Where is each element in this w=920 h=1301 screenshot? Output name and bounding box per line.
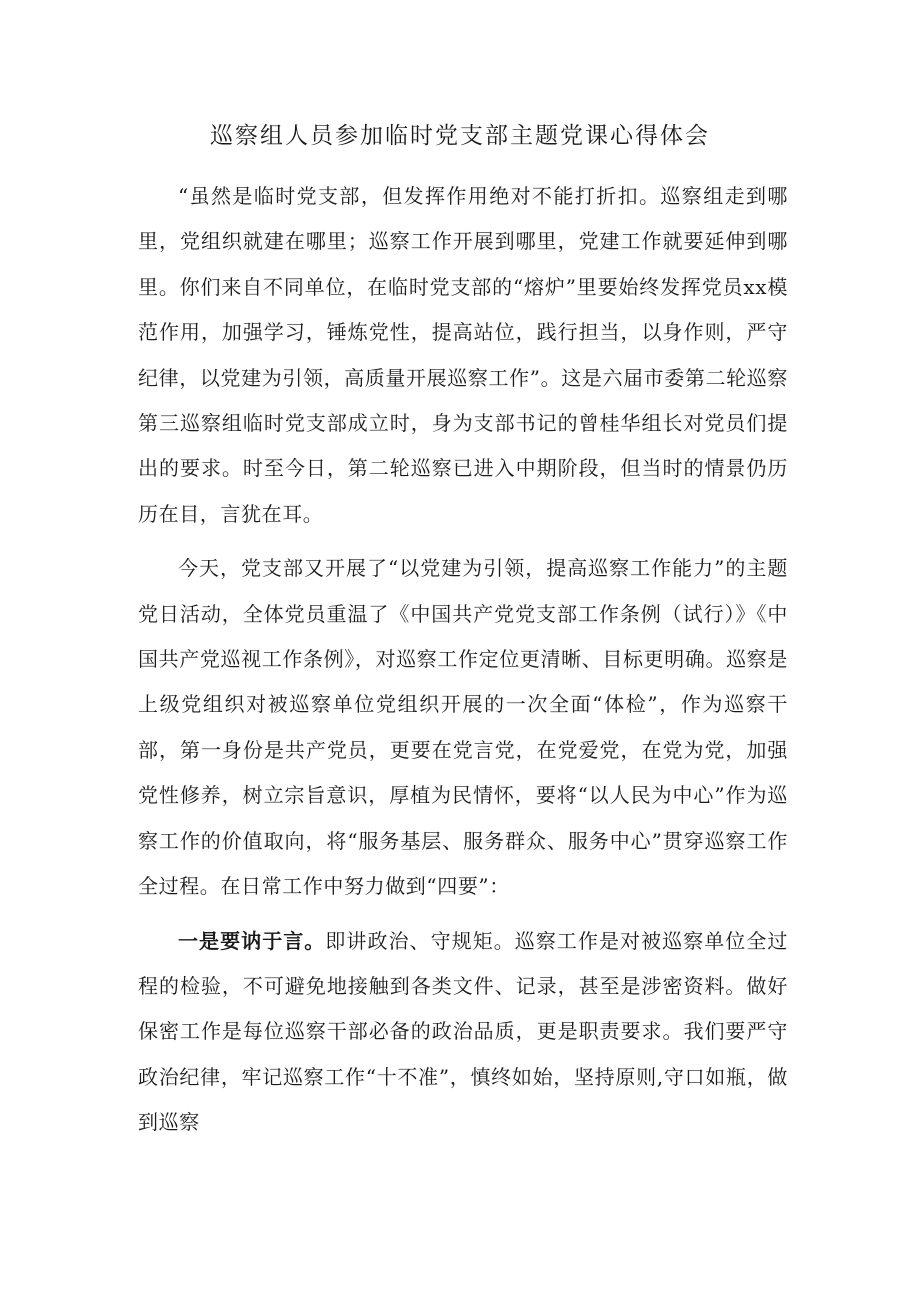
paragraph-3 xyxy=(138,919,788,1146)
document-body xyxy=(138,174,788,1146)
paragraph-1 xyxy=(138,174,788,537)
paragraph-text: “虽然是临时党支部，但发挥作用绝对不能打折扣。巡察组走到哪里，党组织就建在哪里；巡察工作开展到哪里，党建工作就要延伸到哪里。你们来自不同单位，在临时党支部的“熔炉”里要始终发挥党员xx模范作用，加强学习，锤炼党性，提高站位，践行担当，以身作则，严守纪律，以党建为引领，高质量开展巡察工作”。这是六届市委第二轮巡察第三巡察组临时党支部成立时，身为支部书记的曾桂华组长对党员们提出的要求。时至今日，第二轮巡察已进入中期阶段，但当时的情景仍历历在目，言犹在耳。 xyxy=(138,184,788,526)
document-title: 巡察组人员参加临时党支部主题党课心得体会 xyxy=(210,123,710,149)
paragraph-lead: 一是要讷于言。 xyxy=(178,928,326,953)
paragraph-text: 今天，党支部又开展了“以党建为引领，提高巡察工作能力”的主题党日活动，全体党员重温了《中国共产党党支部工作条例（试行）》《中国共产党巡视工作条例》，对巡察工作定位更清晰、目标更明确。巡察是上级党组织对被巡察单位党组织开展的一次全面“体检”，作为巡察干部，第一身份是共产党员，更要在党言党，在党爱党，在党为党，加强党性修养，树立宗旨意识，厚植为民情怀，要将“以人民为中心”作为巡察工作的价值取向，将“服务基层、服务群众、服务中心”贯穿巡察工作全过程。在日常工作中努力做到“四要”： xyxy=(138,556,788,899)
paragraph-2 xyxy=(138,546,788,909)
paragraph-text: 即讲政治、守规矩。巡察工作是对被巡察单位全过程的检验，不可避免地接触到各类文件、记录，甚至是涉密资料。做好保密工作是每位巡察干部必备的政治品质，更是职责要求。我们要严守政治纪律，牢记巡察工作“十不准”，慎终如始，坚持原则,守口如瓶，做到巡察 xyxy=(138,928,789,1135)
